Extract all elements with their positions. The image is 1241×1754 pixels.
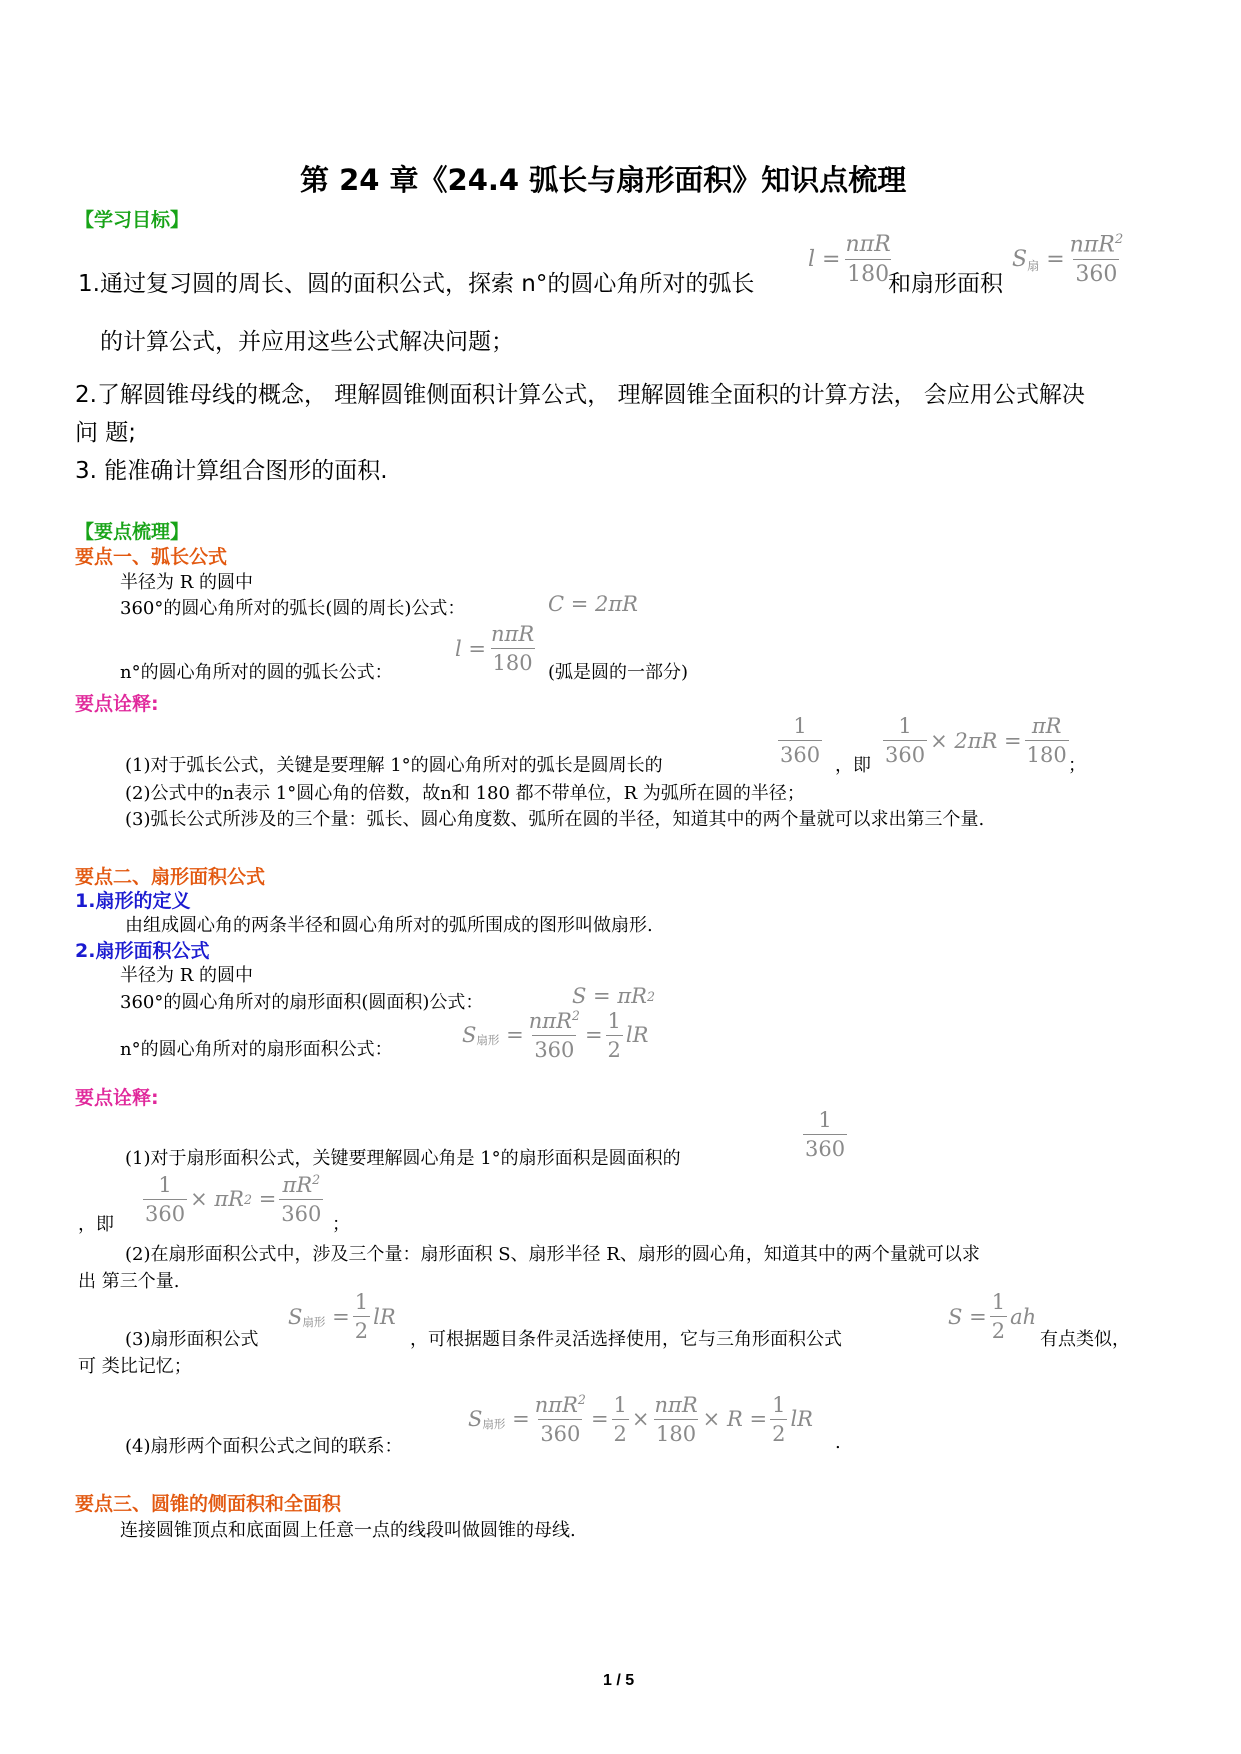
sector-area-derivation: $\frac{1}{360}$ × πR 2 = $\frac{\pi R^2}{360}$ xyxy=(145,1172,322,1226)
arc-length-derivation: $\frac{1}{360}$ × 2πR = $\frac{\pi R}{180}$ xyxy=(885,714,1067,767)
point2-sub1-text: 由组成圆心角的两条半径和圆心角所对的弧所围成的图形叫做扇形. xyxy=(125,915,653,936)
point1-note1-c: ； xyxy=(1068,755,1086,776)
sector-area-formula-2: S 扇形 = $\frac{n\pi R^2}{360}$ = $\frac{1}{2}$ lR xyxy=(462,1008,649,1062)
one-over-360-fraction: $\frac{1}{360}$ xyxy=(780,714,821,767)
page-number: 1 / 5 xyxy=(603,1672,635,1689)
point2-note1-b: ，即 xyxy=(78,1214,114,1235)
goal-item-1-c: 的计算公式，并应用这些公式解决问题； xyxy=(100,329,514,355)
sector-area-formula-3: S 扇形 = $\frac{1}{2}$ lR xyxy=(288,1290,396,1343)
point2-line2: 360°的圆心角所对的扇形面积(圆面积)公式： xyxy=(120,992,484,1013)
goal-item-1-b: 和扇形面积 xyxy=(888,271,1003,297)
one-over-360-fraction-2: $\frac{1}{360}$ xyxy=(805,1108,846,1161)
point2-note3-c: 有点类似， xyxy=(1040,1329,1130,1350)
point1-line2: 360°的圆心角所对的弧长(圆的周长)公式： xyxy=(120,598,466,619)
page-title: 第 24 章《24.4 弧长与扇形面积》知识点梳理 xyxy=(300,163,907,197)
point1-note1-b: ，即 xyxy=(835,755,871,776)
point1-note1-a: (1)对于弧长公式，关键是要理解 1°的圆心角所对的弧长是圆周长的 xyxy=(125,755,663,776)
point2-note3-b: ，可根据题目条件灵活选择使用，它与三角形面积公式 xyxy=(410,1329,842,1350)
point2-line1: 半径为 R 的圆中 xyxy=(120,965,253,986)
keypoints-heading: 【要点梳理】 xyxy=(75,521,190,543)
goals-heading: 【学习目标】 xyxy=(75,209,190,231)
point3-heading: 要点三、圆锥的侧面积和全面积 xyxy=(75,1493,342,1515)
triangle-area-formula: S = $\frac{1}{2}$ ah xyxy=(948,1290,1037,1343)
arc-length-formula-2: l = $\frac{\text{nπR}}{180}$ xyxy=(455,622,535,675)
point2-note4: (4)扇形两个面积公式之间的联系： xyxy=(125,1436,403,1457)
point2-sub2: 2.扇形面积公式 xyxy=(75,940,210,962)
point1-line3-note: (弧是圆的一部分) xyxy=(548,662,689,683)
point1-line3: n°的圆心角所对的圆的弧长公式： xyxy=(120,662,393,683)
point2-note4-end: . xyxy=(835,1432,841,1453)
point1-note3: (3)弧长公式所涉及的三个量：弧长、圆心角度数、弧所在圆的半径，知道其中的两个量就可以求出第三个量. xyxy=(125,809,985,830)
circle-area-formula: S = πR 2 xyxy=(572,984,655,1008)
point2-sub1: 1.扇形的定义 xyxy=(75,890,191,912)
point2-line3: n°的圆心角所对的扇形面积公式： xyxy=(120,1039,393,1060)
goal-item-3: 3. 能准确计算组合图形的面积. xyxy=(75,458,388,484)
point2-note2-a: (2)在扇形面积公式中，涉及三个量：扇形面积 S、扇形半径 R、扇形的圆心角，知道其中的两个量就可以求 xyxy=(125,1244,980,1265)
goal-item-1-a: 1.通过复习圆的周长、圆的面积公式，探索 n°的圆心角所对的弧长 xyxy=(78,271,755,297)
point2-note1-c: ； xyxy=(332,1214,350,1235)
circumference-formula: C = 2πR xyxy=(548,592,638,616)
goal-item-2-a: 2.了解圆锥母线的概念， 理解圆锥侧面积计算公式， 理解圆锥全面积的计算方法， 会应用公式解决 xyxy=(75,382,1085,408)
point2-note1-a: (1)对于扇形面积公式，关键要理解圆心角是 1°的扇形面积是圆面积的 xyxy=(125,1148,681,1169)
sector-area-relation-formula: S 扇形 = $\frac{n\pi R^2}{360}$ = $\frac{1}{2}$ × $\frac{\text{nπR}}{180}$ × R = $\frac{1}{2}$ lR xyxy=(468,1392,813,1446)
point2-heading: 要点二、扇形面积公式 xyxy=(75,866,266,888)
goal-item-2-b: 问 题; xyxy=(75,420,137,446)
point1-note2: (2)公式中的n表示 1°圆心角的倍数，故n和 180 都不带单位，R 为弧所在圆的半径； xyxy=(125,783,805,804)
point2-note2-b: 出 第三个量. xyxy=(78,1271,180,1292)
point2-note3-d: 可 类比记忆； xyxy=(78,1356,192,1377)
sector-area-formula-1: S 扇 = $\frac{n\pi R^2}{360}$ xyxy=(1012,232,1124,288)
point3-text: 连接圆锥顶点和底面圆上任意一点的线段叫做圆锥的母线. xyxy=(120,1520,576,1541)
point1-heading: 要点一、弧长公式 xyxy=(75,546,228,568)
arc-length-formula-1: l = $\frac{\text{nπR}}{180}$ xyxy=(808,232,891,287)
point2-note3-a: (3)扇形面积公式 xyxy=(125,1329,259,1350)
point2-notes-heading: 要点诠释: xyxy=(75,1087,159,1109)
point1-line1: 半径为 R 的圆中 xyxy=(120,572,253,593)
point1-notes-heading: 要点诠释: xyxy=(75,693,159,715)
